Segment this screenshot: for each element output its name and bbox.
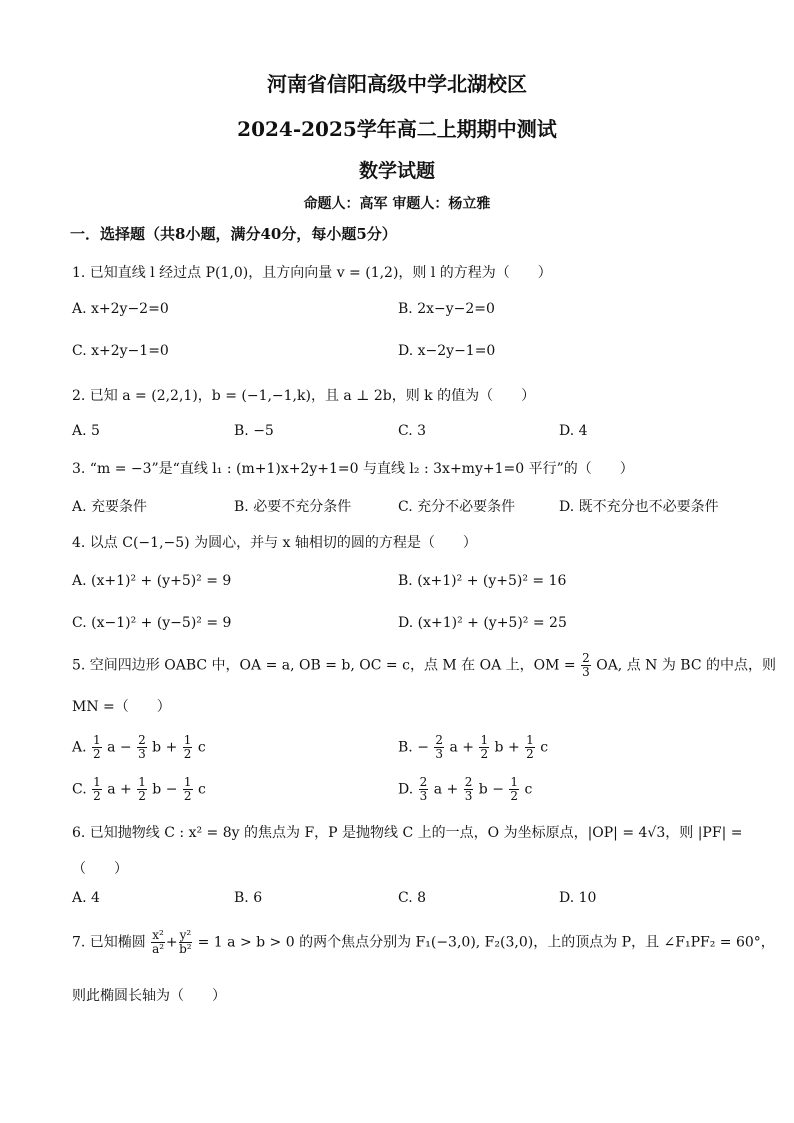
q6-option-c: C. 8 [398, 890, 427, 906]
q5-a-label: A. [72, 739, 87, 756]
q5-b-f1: $\frac{2}{3}$ [435, 733, 444, 761]
q5-a-f2: $\frac{2}{3}$ [138, 733, 146, 761]
q7-stem-c: 则此椭圆长轴为（ ） [72, 988, 226, 1004]
q1-option-a: A. x+2y−2=0 [72, 301, 169, 317]
q5-c-f1: $\frac{1}{2}$ [93, 775, 101, 803]
q5-option-c: C. $\frac{1}{2}$ a + $\frac{1}{2}$ b − $\frac{1}{2}$ c [72, 775, 206, 803]
question-2: 2. 已知 a = (2,2,1)，b = (−1,−1,k)，且 a ⊥ 2b，则 k 的值为（ ） [72, 388, 536, 404]
subject-title: 数学试题 [358, 160, 435, 182]
question-3: 3. “m = −3”是“直线 l₁ : (m+1)x+2y+1=0 与直线 l₂ : 3x+my+1=0 平行”的（ ） [72, 461, 634, 477]
q5-stem-b: OA, 点 N 为 BC 的中点，则 [596, 657, 777, 674]
q4-option-c: C. (x−1)² + (y−5)² = 9 [72, 615, 232, 631]
q5-c-f2: $\frac{1}{2}$ [138, 775, 146, 803]
q7-stem-a: 7. 已知椭圆 [72, 934, 146, 951]
question-7: 7. 已知椭圆 $\frac{\text{x²}}{\text{a²}}$ + $\frac{\text{y²}}{\text{b²}}$ = 1 a > b > 0 的两个焦点分别为 F₁(−3,0), F₂(3,0)，上的顶点为 P，且 ∠F₁PF₂ = 60°， [72, 928, 775, 956]
q6-option-b: B. 6 [234, 890, 263, 906]
q4-option-a: A. (x+1)² + (y+5)² = 9 [72, 573, 232, 589]
school-title: 河南省信阳高级中学北湖校区 [267, 72, 527, 96]
q5-a-f1: $\frac{1}{2}$ [93, 733, 101, 761]
q3-option-c: C. 充分不必要条件 [398, 499, 516, 515]
q5-stem-c: MN =（ ） [72, 699, 171, 715]
q1-option-d: D. x−2y−1=0 [398, 343, 496, 359]
q1-option-b: B. 2x−y−2=0 [398, 301, 495, 317]
q6-option-d: D. 10 [559, 890, 597, 906]
q5-d-f2: $\frac{2}{3}$ [464, 775, 473, 803]
q7-stem-b: = 1 a > b > 0 的两个焦点分别为 F₁(−3,0), F₂(3,0)，上的顶点为 P，且 ∠F₁PF₂ = 60°， [197, 934, 775, 951]
q5-d-label: D. [398, 781, 414, 798]
q5-d-f1: $\frac{2}{3}$ [419, 775, 428, 803]
q2-option-c: C. 3 [398, 423, 427, 439]
q5-d-f3: $\frac{1}{2}$ [510, 775, 519, 803]
q6-option-a: A. 4 [72, 890, 100, 906]
question-6: 6. 已知抛物线 C : x² = 8y 的焦点为 F，P 是抛物线 C 上的一点，O 为坐标原点，|OP| = 4√3，则 |PF| = [72, 825, 743, 841]
q5-fraction [581, 652, 591, 679]
question-5 [72, 652, 776, 679]
q2-option-a: A. 5 [72, 423, 100, 439]
q5-option-b: B. − $\frac{2}{3}$ a + $\frac{1}{2}$ b + $\frac{1}{2}$ c [398, 733, 549, 761]
q3-option-b: B. 必要不充分条件 [234, 499, 352, 515]
q5-stem-a: 5. 空间四边形 OABC 中，OA = a, OB = b, OC = c，点 M 在 OA 上，OM = [72, 657, 576, 674]
q5-option-a: A. $\frac{1}{2}$ a − $\frac{2}{3}$ b + $\frac{1}{2}$ c [72, 733, 206, 761]
question-1: 1. 已知直线 l 经过点 P(1,0)，且方向向量 v = (1,2)，则 l 的方程为（ ） [72, 265, 552, 281]
q3-option-a: A. 充要条件 [72, 499, 148, 515]
exam-title: 2024-2025学年高二上期期中测试 [237, 117, 557, 141]
q7-frac-1: $\frac{\text{x²}}{\text{a²}}$ [152, 928, 165, 956]
question-4: 4. 以点 C(−1,−5) 为圆心，并与 x 轴相切的圆的方程是（ ） [72, 535, 477, 551]
q5-frac-den: 3 [582, 665, 590, 679]
q6-stem-b: （ ） [72, 861, 128, 877]
q2-option-b: B. −5 [234, 423, 274, 439]
q4-option-d: D. (x+1)² + (y+5)² = 25 [398, 615, 567, 631]
q5-option-d: D. $\frac{2}{3}$ a + $\frac{2}{3}$ b − $\frac{1}{2}$ c [398, 775, 533, 803]
q5-b-f2: $\frac{1}{2}$ [480, 733, 489, 761]
q5-b-f3: $\frac{1}{2}$ [526, 733, 534, 761]
q3-option-d: D. 既不充分也不必要条件 [559, 499, 719, 515]
authors-line: 命题人：高军 审题人：杨立雅 [303, 196, 491, 212]
q5-a-f3: $\frac{1}{2}$ [183, 733, 192, 761]
q5-frac-num: 2 [582, 651, 590, 665]
q5-b-label: B. [398, 739, 413, 756]
q4-option-b: B. (x+1)² + (y+5)² = 16 [398, 573, 567, 589]
q7-frac-2: $\frac{\text{y²}}{\text{b²}}$ [179, 928, 192, 956]
q2-option-d: D. 4 [559, 423, 588, 439]
section-title: 一．选择题（共8小题，满分40分，每小题5分） [70, 225, 397, 243]
q5-c-f3: $\frac{1}{2}$ [183, 775, 192, 803]
q5-c-label: C. [72, 781, 87, 798]
q1-option-c: C. x+2y−1=0 [72, 343, 169, 359]
